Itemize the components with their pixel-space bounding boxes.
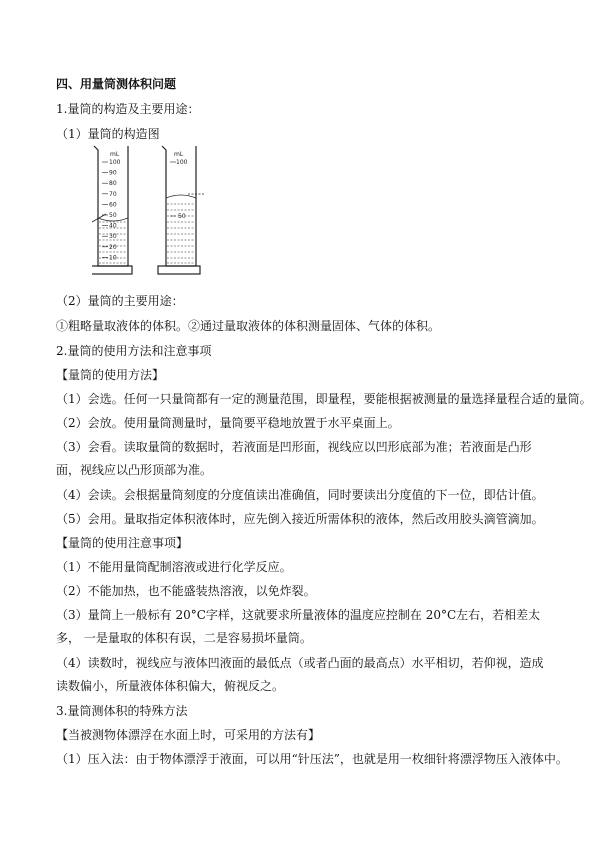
cylinder-left-tick-label: 60: [109, 201, 117, 209]
cylinder-left: [92, 146, 132, 274]
method-title: 【量筒的使用方法】: [56, 368, 165, 382]
cylinder-right-tick-100: 100: [176, 159, 188, 166]
cylinder-right-unit: mL: [174, 151, 184, 158]
method-item-3: （3）会看。读取量筒的数据时，若液面是凹形面，视线应以凹形底部为准；若液面是凸形面，视线应以凸形顶部为准。: [56, 440, 532, 477]
caution-title: 【量筒的使用注意事项】: [56, 536, 189, 550]
cylinder-left-tick-label: 30: [109, 233, 117, 241]
measuring-cylinder-figure: [92, 142, 212, 286]
cylinder-left-tick-label: 50: [109, 212, 117, 219]
cylinder-diagram: [92, 142, 212, 286]
part1-heading: 1.量筒的构造及主要用途：: [56, 102, 200, 116]
caution-item-1: （1）不能用量筒配制溶液或进行化学反应。: [56, 560, 292, 574]
cylinder-left-tick-label: 40: [109, 222, 117, 230]
cylinder-right-liquid: [166, 195, 196, 263]
caution-item-2: （2）不能加热，也不能盛装热溶液，以免炸裂。: [56, 584, 316, 598]
cylinder-left-unit: mL: [110, 151, 120, 158]
caution-item-3: （3）量筒上一般标有 20°C字样，这就要求所量液体的温度应控制在 20°C左右，若相差太多， 一是量取的体积有误，二是容易损坏量筒。: [56, 608, 541, 645]
section-title: 四、用量筒测体积问题: [56, 77, 177, 91]
part1-uses: ①粗略量取液体的体积。②通过量取液体的体积测量固体、气体的体积。: [56, 319, 441, 333]
cylinder-left-tick-label: 20: [109, 243, 117, 251]
cylinder-left-tick-label: 90: [109, 169, 117, 177]
part3-heading: 3.量筒测体积的特殊方法: [56, 704, 188, 718]
caution-item-4: （4）读数时，视线应与液体凹液面的最低点（或者凸面的最高点）水平相切，若仰视，造成读数偏小，所量液体体积偏大，俯视反之。: [56, 656, 544, 693]
part3-case-item-1: （1）压入法：由于物体漂浮于液面，可以用“针压法”，也就是用一枚细针将漂浮物压入液体中。: [56, 752, 568, 766]
part3-case-title: 【当被测物体漂浮在水面上时，可采用的方法有】: [56, 728, 321, 742]
cylinder-left-tick-label: 70: [109, 190, 117, 198]
method-item-5: （5）会用。量取指定体积液体时，应先倒入接近所需体积的液体，然后改用胶头滴管滴加。: [56, 512, 544, 526]
method-item-1: （1）会选。任何一只量筒都有一定的测量范围，即量程，要能根据被测量的量选择量程合适的量筒。: [56, 392, 592, 406]
method-item-4: （4）会读。会根据量筒刻度的分度值读出准确值，同时要读出分度值的下一位，即估计值。: [56, 488, 544, 502]
part1-sub2: （2）量筒的主要用途：: [56, 294, 184, 308]
cylinder-right: [158, 146, 204, 274]
cylinder-right-tick-50: 50: [178, 213, 186, 220]
method-item-2: （2）会放。使用量筒测量时，量筒要平稳地放置于水平桌面上。: [56, 416, 400, 430]
cylinder-left-tick-label: 80: [109, 180, 117, 188]
part2-heading: 2.量筒的使用方法和注意事项: [56, 344, 212, 358]
cylinder-left-tick-label: 100: [109, 159, 121, 166]
part1-sub1: （1）量筒的构造图: [56, 127, 160, 141]
cylinder-left-tick-label: 10: [109, 254, 117, 262]
